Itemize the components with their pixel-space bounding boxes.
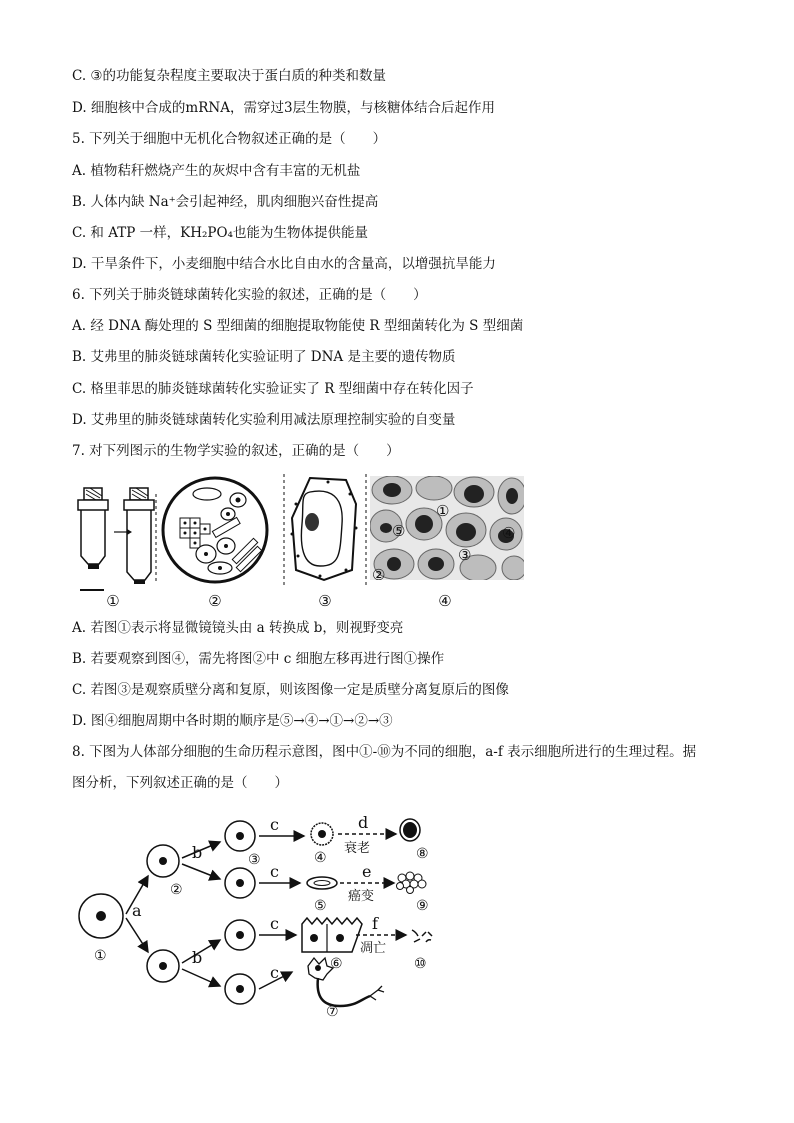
fig4-mark-5: ⑤	[392, 522, 406, 540]
q7-option-d: D. 图④细胞周期中各时期的顺序是⑤→④→①→②→③	[72, 713, 393, 729]
num-5: ⑤	[314, 898, 327, 914]
q7-figure-1-objectives	[72, 484, 162, 594]
q7-figure-2-microscope-field	[160, 476, 270, 584]
q4-option-d: D. 细胞核中合成的mRNA，需穿过3层生物膜，与核糖体结合后起作用	[72, 100, 496, 116]
num-9: ⑨	[416, 898, 429, 914]
num-3: ③	[248, 852, 261, 868]
cell-9-cancer-cluster	[397, 872, 427, 894]
cell-5-disc	[307, 877, 337, 889]
label-aging: 衰老	[344, 841, 371, 856]
q7-figure-3-plant-cell	[280, 474, 370, 586]
num-2: ②	[170, 882, 183, 898]
q8-stem-line2: 图分析，下列叙述正确的是（ ）	[72, 775, 288, 791]
num-6: ⑥	[330, 956, 343, 972]
q6-stem: 6. 下列关于肺炎链球菌转化实验的叙述，正确的是（ ）	[72, 287, 427, 303]
label-b2: b	[192, 948, 203, 967]
cell-c3	[225, 920, 255, 950]
q5-option-d: D. 干旱条件下，小麦细胞中结合水比自由水的含量高，以增强抗旱能力	[72, 256, 496, 272]
fig4-mark-2: ②	[372, 566, 386, 580]
cell-2b	[147, 950, 179, 982]
fig4-mark-1: ①	[436, 502, 450, 520]
label-e: e	[362, 862, 372, 881]
label-a: a	[132, 901, 142, 920]
q8-stem-line1: 8. 下图为人体部分细胞的生命历程示意图，图中①-⑩为不同的细胞，a-f 表示细胞所进行的生理过程。据	[72, 744, 697, 760]
cell-6-epithelium	[302, 918, 362, 952]
label-b1: b	[192, 843, 203, 862]
label-f: f	[372, 914, 378, 933]
num-7: ⑦	[326, 1004, 339, 1020]
num-8: ⑧	[416, 846, 429, 862]
label-apoptosis: 凋亡	[360, 941, 387, 956]
q6-option-b: B. 艾弗里的肺炎链球菌转化实验证明了 DNA 是主要的遗传物质	[72, 349, 456, 365]
q7-fig-label-1: ①	[106, 592, 120, 610]
label-c3: c	[270, 914, 279, 933]
q7-option-a: A. 若图①表示将显微镜镜头由 a 转换成 b，则视野变亮	[72, 620, 404, 636]
q8-cell-life-diagram	[60, 806, 460, 1021]
q7-figure-4-mitosis-micrograph	[370, 476, 524, 580]
cell-3b	[225, 868, 255, 898]
q5-option-a: A. 植物秸秆燃烧产生的灰烬中含有丰富的无机盐	[72, 163, 361, 179]
q7-option-c: C. 若图③是观察质壁分离和复原，则该图像一定是质壁分离复原后的图像	[72, 682, 509, 698]
fig4-mark-4: ④	[502, 524, 516, 542]
num-1: ①	[94, 948, 107, 964]
q7-fig-label-2: ②	[208, 592, 222, 610]
num-10: ⑩	[414, 956, 427, 972]
label-c2: c	[270, 862, 279, 881]
num-4: ④	[314, 850, 327, 866]
cell-4-aging	[311, 823, 333, 845]
cell-1	[79, 894, 123, 938]
label-c4: c	[270, 963, 279, 982]
label-cancer: 癌变	[348, 889, 375, 904]
q6-option-a: A. 经 DNA 酶处理的 S 型细菌的细胞提取物能使 R 型细菌转化为 S 型细菌	[72, 318, 524, 334]
cell-c4	[225, 974, 255, 1004]
label-d: d	[358, 813, 369, 832]
q6-option-c: C. 格里菲思的肺炎链球菌转化实验证实了 R 型细菌中存在转化因子	[72, 381, 474, 397]
q5-option-b: B. 人体内缺 Na⁺会引起神经，肌肉细胞兴奋性提高	[72, 194, 379, 210]
q6-option-d: D. 艾弗里的肺炎链球菌转化实验利用减法原理控制实验的自变量	[72, 412, 456, 428]
cell-3a	[225, 821, 255, 851]
q4-option-c: C. ③的功能复杂程度主要取决于蛋白质的种类和数量	[72, 68, 387, 84]
q7-stem: 7. 对下列图示的生物学实验的叙述，正确的是（ ）	[72, 443, 400, 459]
q7-fig-label-4: ④	[438, 592, 452, 610]
cell-2	[147, 845, 179, 877]
label-c1: c	[270, 815, 279, 834]
cell-10-fragments	[412, 930, 432, 942]
q7-option-b: B. 若要观察到图④，需先将图②中 c 细胞左移再进行图①操作	[72, 651, 445, 667]
fig4-mark-3: ③	[458, 546, 472, 564]
q7-fig-label-3: ③	[318, 592, 332, 610]
cell-8-aged	[400, 819, 420, 841]
q5-stem: 5. 下列关于细胞中无机化合物叙述正确的是（ ）	[72, 131, 387, 147]
cell-7-neuron	[308, 958, 384, 1006]
q5-option-c: C. 和 ATP 一样，KH₂PO₄也能为生物体提供能量	[72, 225, 368, 241]
